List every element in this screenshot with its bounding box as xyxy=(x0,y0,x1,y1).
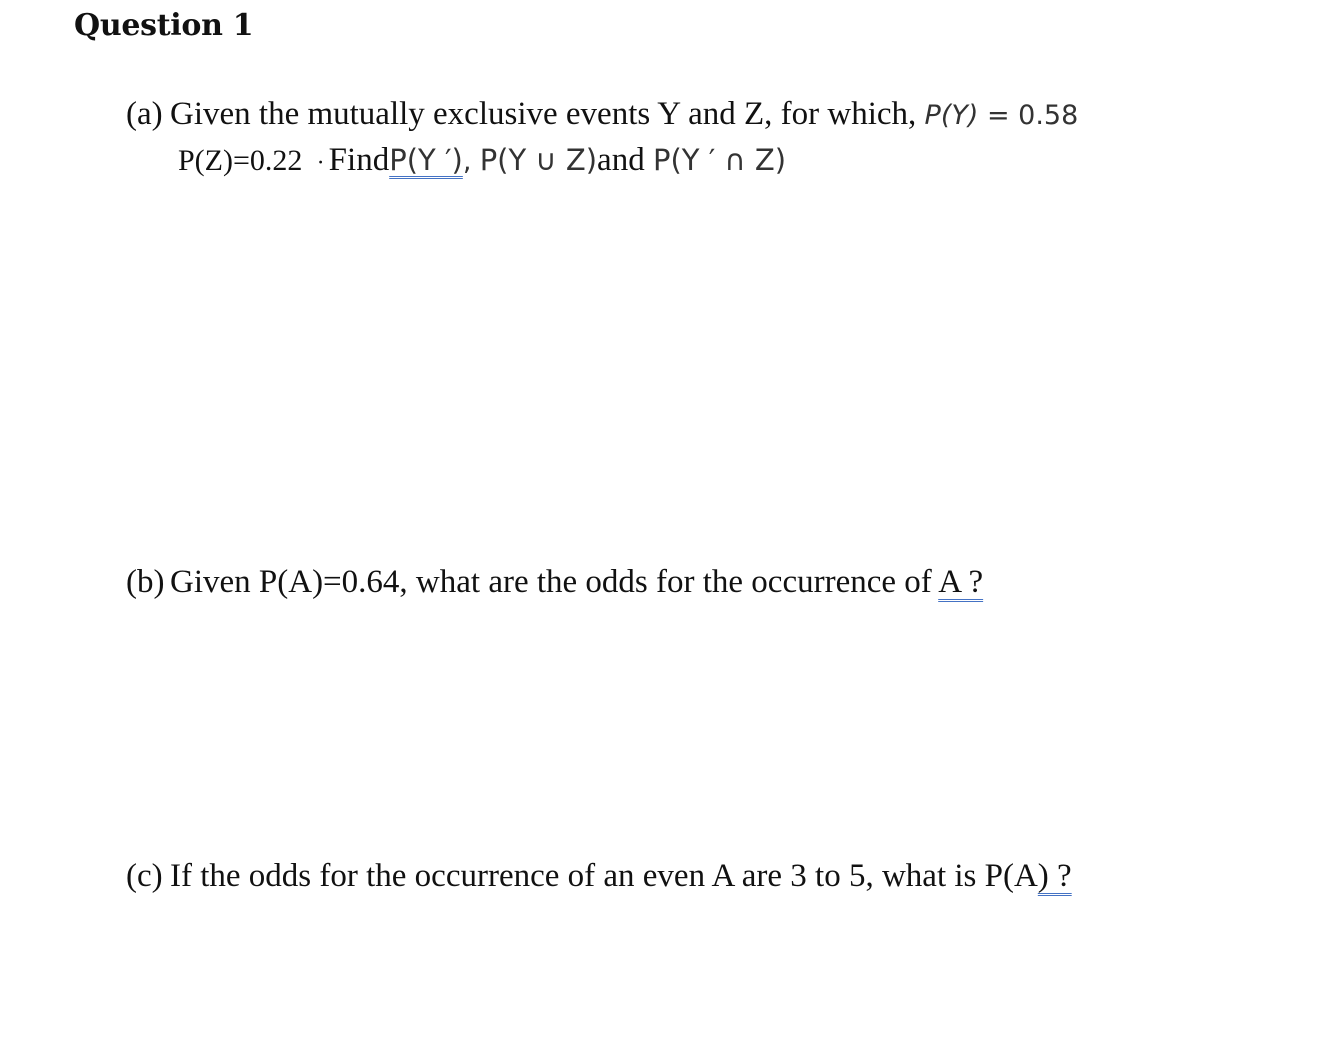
question-title: Question 1 xyxy=(74,8,254,43)
part-a-comma: , xyxy=(462,146,472,177)
part-c-text: If the odds for the occurrence of an even A are 3 to 5, what is P(A xyxy=(170,858,1038,894)
part-c-marker: (c) xyxy=(126,858,163,894)
part-b-text: Given P(A)=0.64, what are the odds for the occurrence of xyxy=(170,564,932,600)
part-c-line xyxy=(126,856,1072,896)
part-a-marker: (a) xyxy=(126,96,163,132)
part-c-tail: ) ? xyxy=(1037,858,1072,894)
part-a-pz: P(Z)=0.22 xyxy=(178,144,303,177)
part-a-expr-union: P(Y ∪ Z) xyxy=(479,143,598,177)
part-a-line-1 xyxy=(126,94,1078,136)
part-a-and: and xyxy=(597,142,645,178)
part-a-py-math xyxy=(925,100,1079,131)
part-b-tail: A ? xyxy=(938,564,984,600)
part-a-py-label: P(Y) xyxy=(924,100,979,131)
part-a-separator: · xyxy=(316,150,325,176)
part-b-marker: (b) xyxy=(126,564,165,600)
part-b-line xyxy=(126,562,983,602)
part-a-find: Find xyxy=(328,142,390,178)
part-a-line-2 xyxy=(178,140,786,183)
part-a-expr-complement: P(Y ′) xyxy=(389,143,463,177)
part-a-text: Given the mutually exclusive events Y and Z, for which, xyxy=(170,96,917,132)
part-a-expr-intersection: P(Y ′ ∩ Z) xyxy=(652,143,787,177)
part-a-py-value: = 0.58 xyxy=(978,100,1079,131)
